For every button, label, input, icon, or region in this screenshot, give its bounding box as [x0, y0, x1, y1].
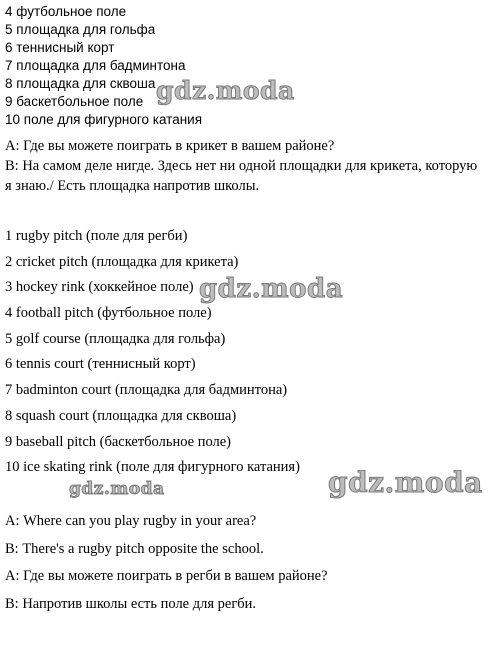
top-list-item: 10 поле для фигурного катания — [5, 112, 203, 127]
vocabulary-item: 1 rugby pitch (поле для регби) — [5, 228, 188, 244]
paragraph-line: А: Где вы можете поиграть в крикет в вашем районе? — [5, 138, 335, 154]
vocabulary-item: 7 badminton court (площадка для бадминтона) — [5, 382, 288, 399]
dialogue-line: А: Где вы можете поиграть в регби в вашем районе? — [5, 568, 328, 585]
paragraph-line: я знаю./ Есть площадка напротив школы. — [5, 178, 260, 194]
vocabulary-item: 4 football pitch (футбольное поле) — [5, 305, 212, 322]
dialogue-line: В: Напротив школы есть поле для регби. — [5, 596, 257, 613]
top-list-item: 6 теннисный корт — [5, 40, 115, 55]
vocabulary-item: 5 golf course (площадка для гольфа) — [5, 330, 226, 347]
cricket-dialogue — [5, 136, 494, 196]
watermark: gdz.moda — [156, 76, 295, 105]
vocabulary-item: 2 cricket pitch (площадка для крикета) — [5, 253, 239, 270]
top-list-item: 7 площадка для бадминтона — [5, 58, 186, 73]
watermark: gdz.moda — [199, 274, 344, 304]
vocabulary-item: 6 tennis court (теннисный корт) — [5, 356, 196, 373]
paragraph-line: В: На самом деле нигде. Здесь нет ни одной площадки для крикета, которую — [5, 158, 478, 174]
vocabulary-item: 3 hockey rink (хоккейное поле) — [5, 279, 194, 296]
rugby-dialogue — [5, 508, 494, 619]
vocabulary-item: 8 squash court (площадка для сквоша) — [5, 407, 237, 424]
watermark: gdz.moda — [328, 466, 483, 499]
vocabulary-item: 9 baseball pitch (баскетбольное поле) — [5, 433, 232, 450]
vocabulary-item: 10 ice skating rink (поле для фигурного катания) — [5, 459, 300, 476]
top-list — [5, 3, 494, 129]
vocabulary-list — [5, 224, 494, 481]
top-list-item: 5 площадка для гольфа — [5, 22, 156, 37]
top-list-item: 4 футбольное поле — [5, 4, 127, 19]
watermark: gdz.moda — [69, 479, 165, 499]
dialogue-line: В: There's a rugby pitch opposite the school. — [5, 540, 264, 557]
dialogue-line: А: Where can you play rugby in your area? — [5, 513, 257, 529]
top-list-item: 9 баскетбольное поле — [5, 94, 144, 109]
top-list-item: 8 площадка для сквоша — [5, 76, 156, 91]
